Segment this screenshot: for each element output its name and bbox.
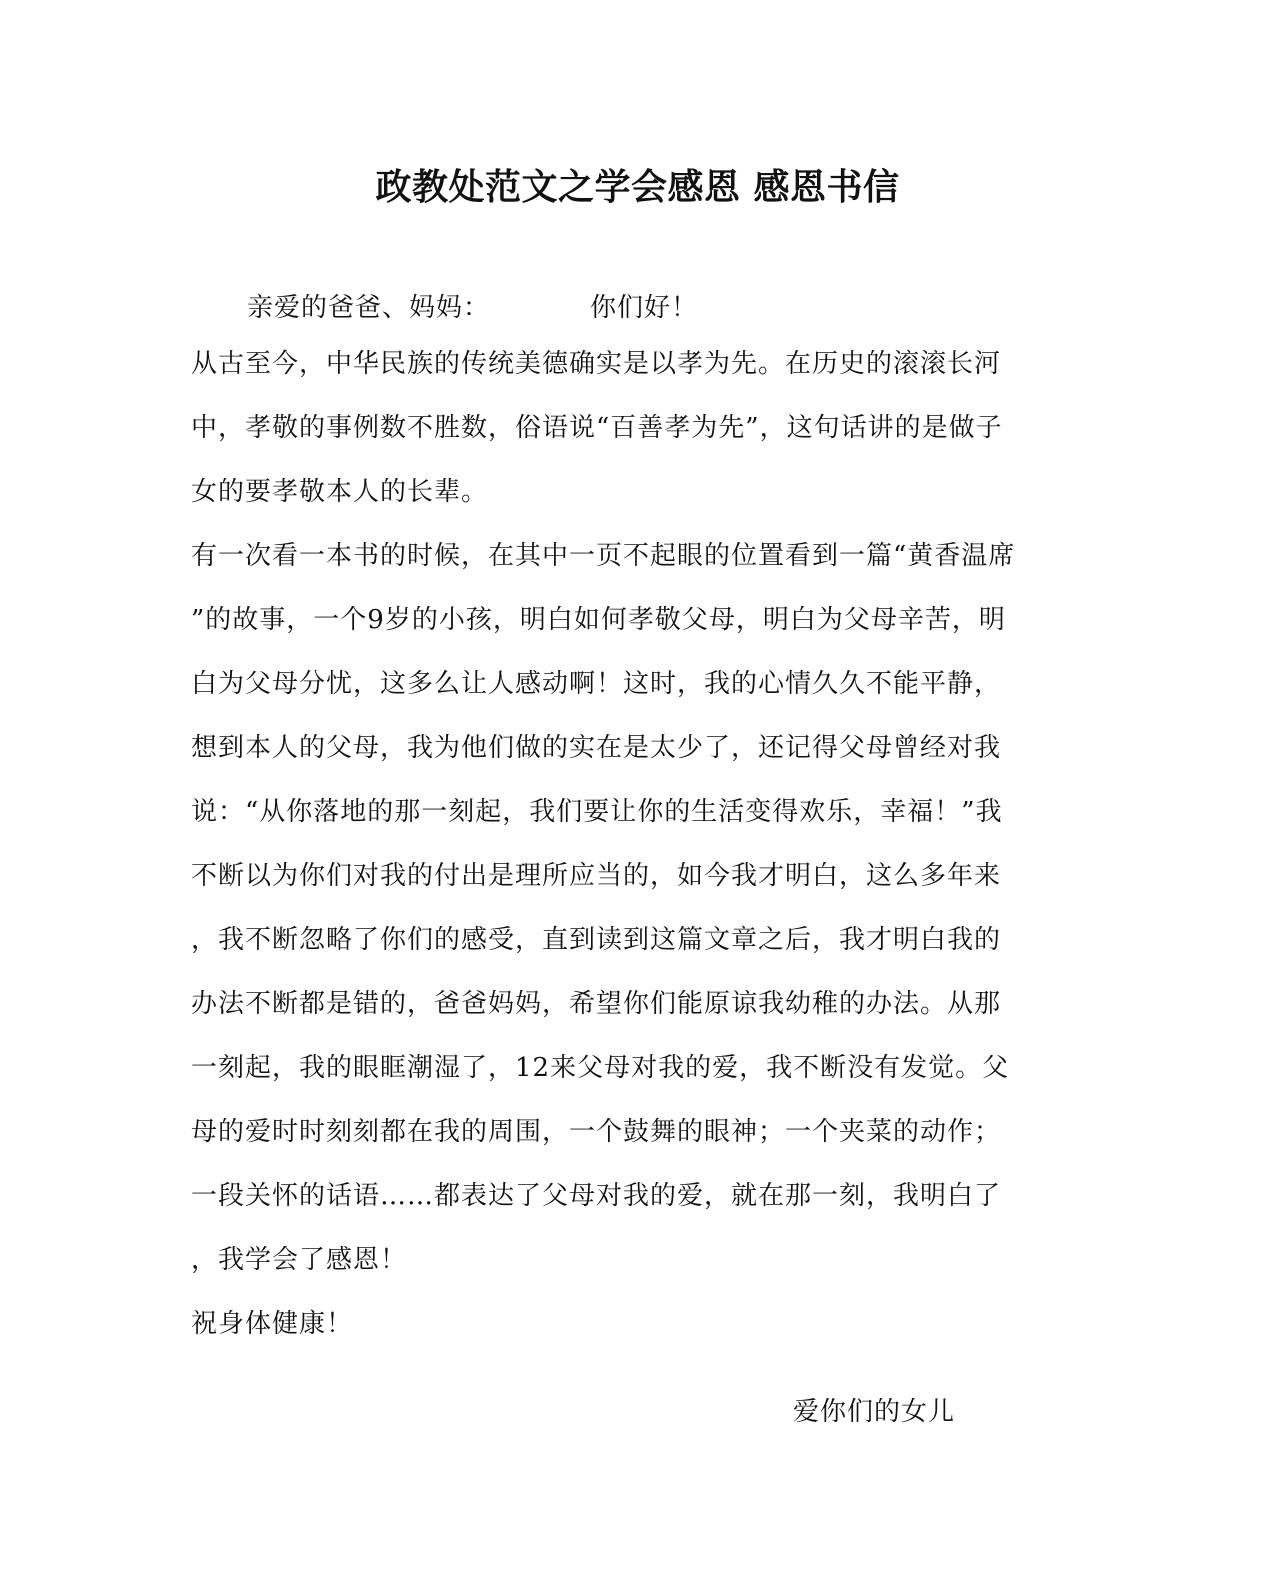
body-line: 说：“从你落地的那一刻起，我们要让你的生活变得欢乐，幸福！”我	[191, 797, 1003, 827]
body-line: 一刻起，我的眼眶潮湿了，12来父母对我的爱，我不断没有发觉。父	[191, 1053, 1010, 1083]
body-line: 有一次看一本书的时候，在其中一页不起眼的位置看到一篇“黄香温席	[191, 541, 1016, 571]
body-line: 办法不断都是错的，爸爸妈妈，希望你们能原谅我幼稚的办法。从那	[191, 989, 1002, 1019]
closing-wish: 祝身体健康！	[191, 1309, 354, 1339]
body-line: ，我学会了感恩！	[191, 1245, 408, 1275]
body-line: 中，孝敬的事例数不胜数，俗语说“百善孝为先”，这句话讲的是做子	[191, 413, 1003, 443]
body-line: ，我不断忽略了你们的感受，直到读到这篇文章之后，我才明白我的	[191, 925, 1002, 955]
body-line: 白为父母分忧，这多么让人感动啊！这时，我的心情久久不能平静，	[191, 669, 1002, 699]
document-title: 政教处范文之学会感恩 感恩书信	[375, 166, 900, 208]
body-line: 母的爱时时刻刻都在我的周围，一个鼓舞的眼神；一个夹菜的动作；	[191, 1117, 1002, 1147]
body-line: 想到本人的父母，我为他们做的实在是太少了，还记得父母曾经对我	[191, 733, 1002, 763]
signature: 爱你们的女儿	[793, 1397, 956, 1427]
salutation: 亲爱的爸爸、妈妈：	[247, 293, 491, 323]
body-line: 女的要孝敬本人的长辈。	[191, 477, 489, 507]
body-line: 一段关怀的话语……都表达了父母对我的爱，就在那一刻，我明白了	[191, 1181, 1002, 1211]
greeting: 你们好！	[590, 293, 699, 323]
body-line: 从古至今，中华民族的传统美德确实是以孝为先。在历史的滚滚长河	[191, 349, 1002, 379]
body-line: ”的故事，一个9岁的小孩，明白如何孝敬父母，明白为父母辛苦，明	[191, 605, 1006, 635]
body-line: 不断以为你们对我的付出是理所应当的，如今我才明白，这么多年来	[191, 861, 1002, 891]
